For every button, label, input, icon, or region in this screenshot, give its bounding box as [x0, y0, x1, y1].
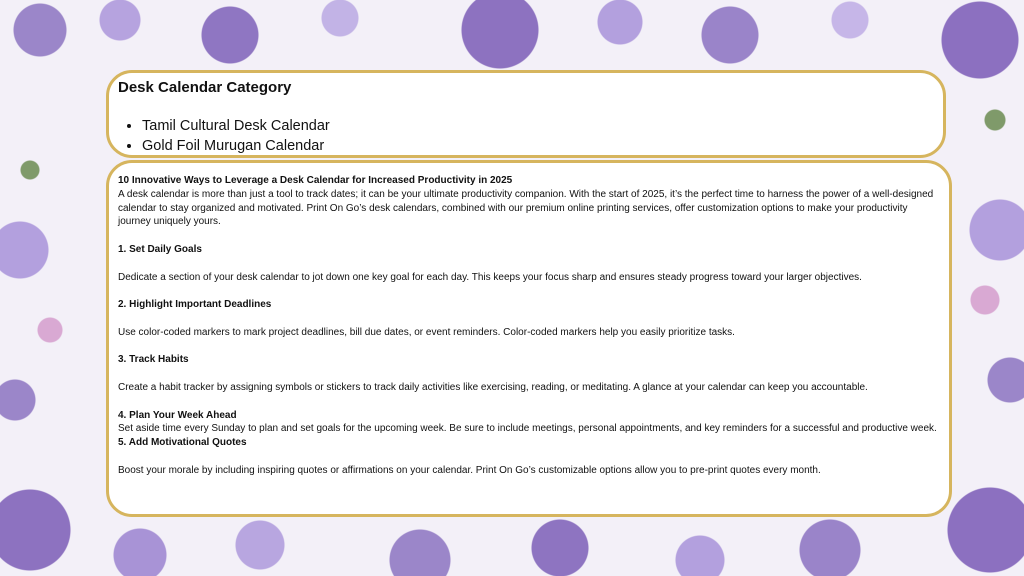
category-box	[106, 70, 946, 158]
section-heading: 1. Set Daily Goals	[118, 243, 202, 255]
section-heading: 5. Add Motivational Quotes	[118, 437, 247, 449]
category-list	[118, 116, 934, 156]
section-body: Use color-coded markers to mark project deadlines, bill due dates, or event reminders. Color-coded markers help you easily prioritize tasks.	[118, 326, 735, 338]
section-heading: 3. Track Habits	[118, 354, 189, 366]
article-box	[106, 160, 952, 517]
section-heading: 2. Highlight Important Deadlines	[118, 299, 272, 311]
section-body: Set aside time every Sunday to plan and set goals for the upcoming week. Be sure to include meetings, personal appointments, and key reminders for a successful and productive week.	[118, 423, 937, 435]
section-body: Boost your morale by including inspiring quotes or affirmations on your calendar. Print On Go’s customizable options allow you to pre-print quotes every month.	[118, 464, 821, 476]
category-title: Desk Calendar Category	[118, 79, 292, 96]
category-item[interactable]: • Tamil Cultural Desk Calendar	[142, 116, 934, 136]
section-body: Create a habit tracker by assigning symbols or stickers to track daily activities like exercising, reading, or meditating. A glance at your calendar can keep you accountable.	[118, 381, 868, 393]
section-body: Dedicate a section of your desk calendar to jot down one key goal for each day. This keeps your focus sharp and ensures steady progress toward your larger objectives.	[118, 271, 862, 283]
article-title: 10 Innovative Ways to Leverage a Desk Calendar for Increased Productivity in 2025	[118, 175, 513, 186]
section-heading: 4. Plan Your Week Ahead	[118, 409, 237, 421]
category-item[interactable]: • Gold Foil Murugan Calendar	[142, 136, 934, 156]
article-intro: A desk calendar is more than just a tool to track dates; it can be your ultimate productivity companion. With the start of 2025, it’s the perfect time to harness the power of a well-designed calendar to stay organized and motivated. Print On Go’s desk calendars, combined with our premium online printing services, offer customization options to make your productivity journey uniquely yours.	[118, 188, 934, 228]
